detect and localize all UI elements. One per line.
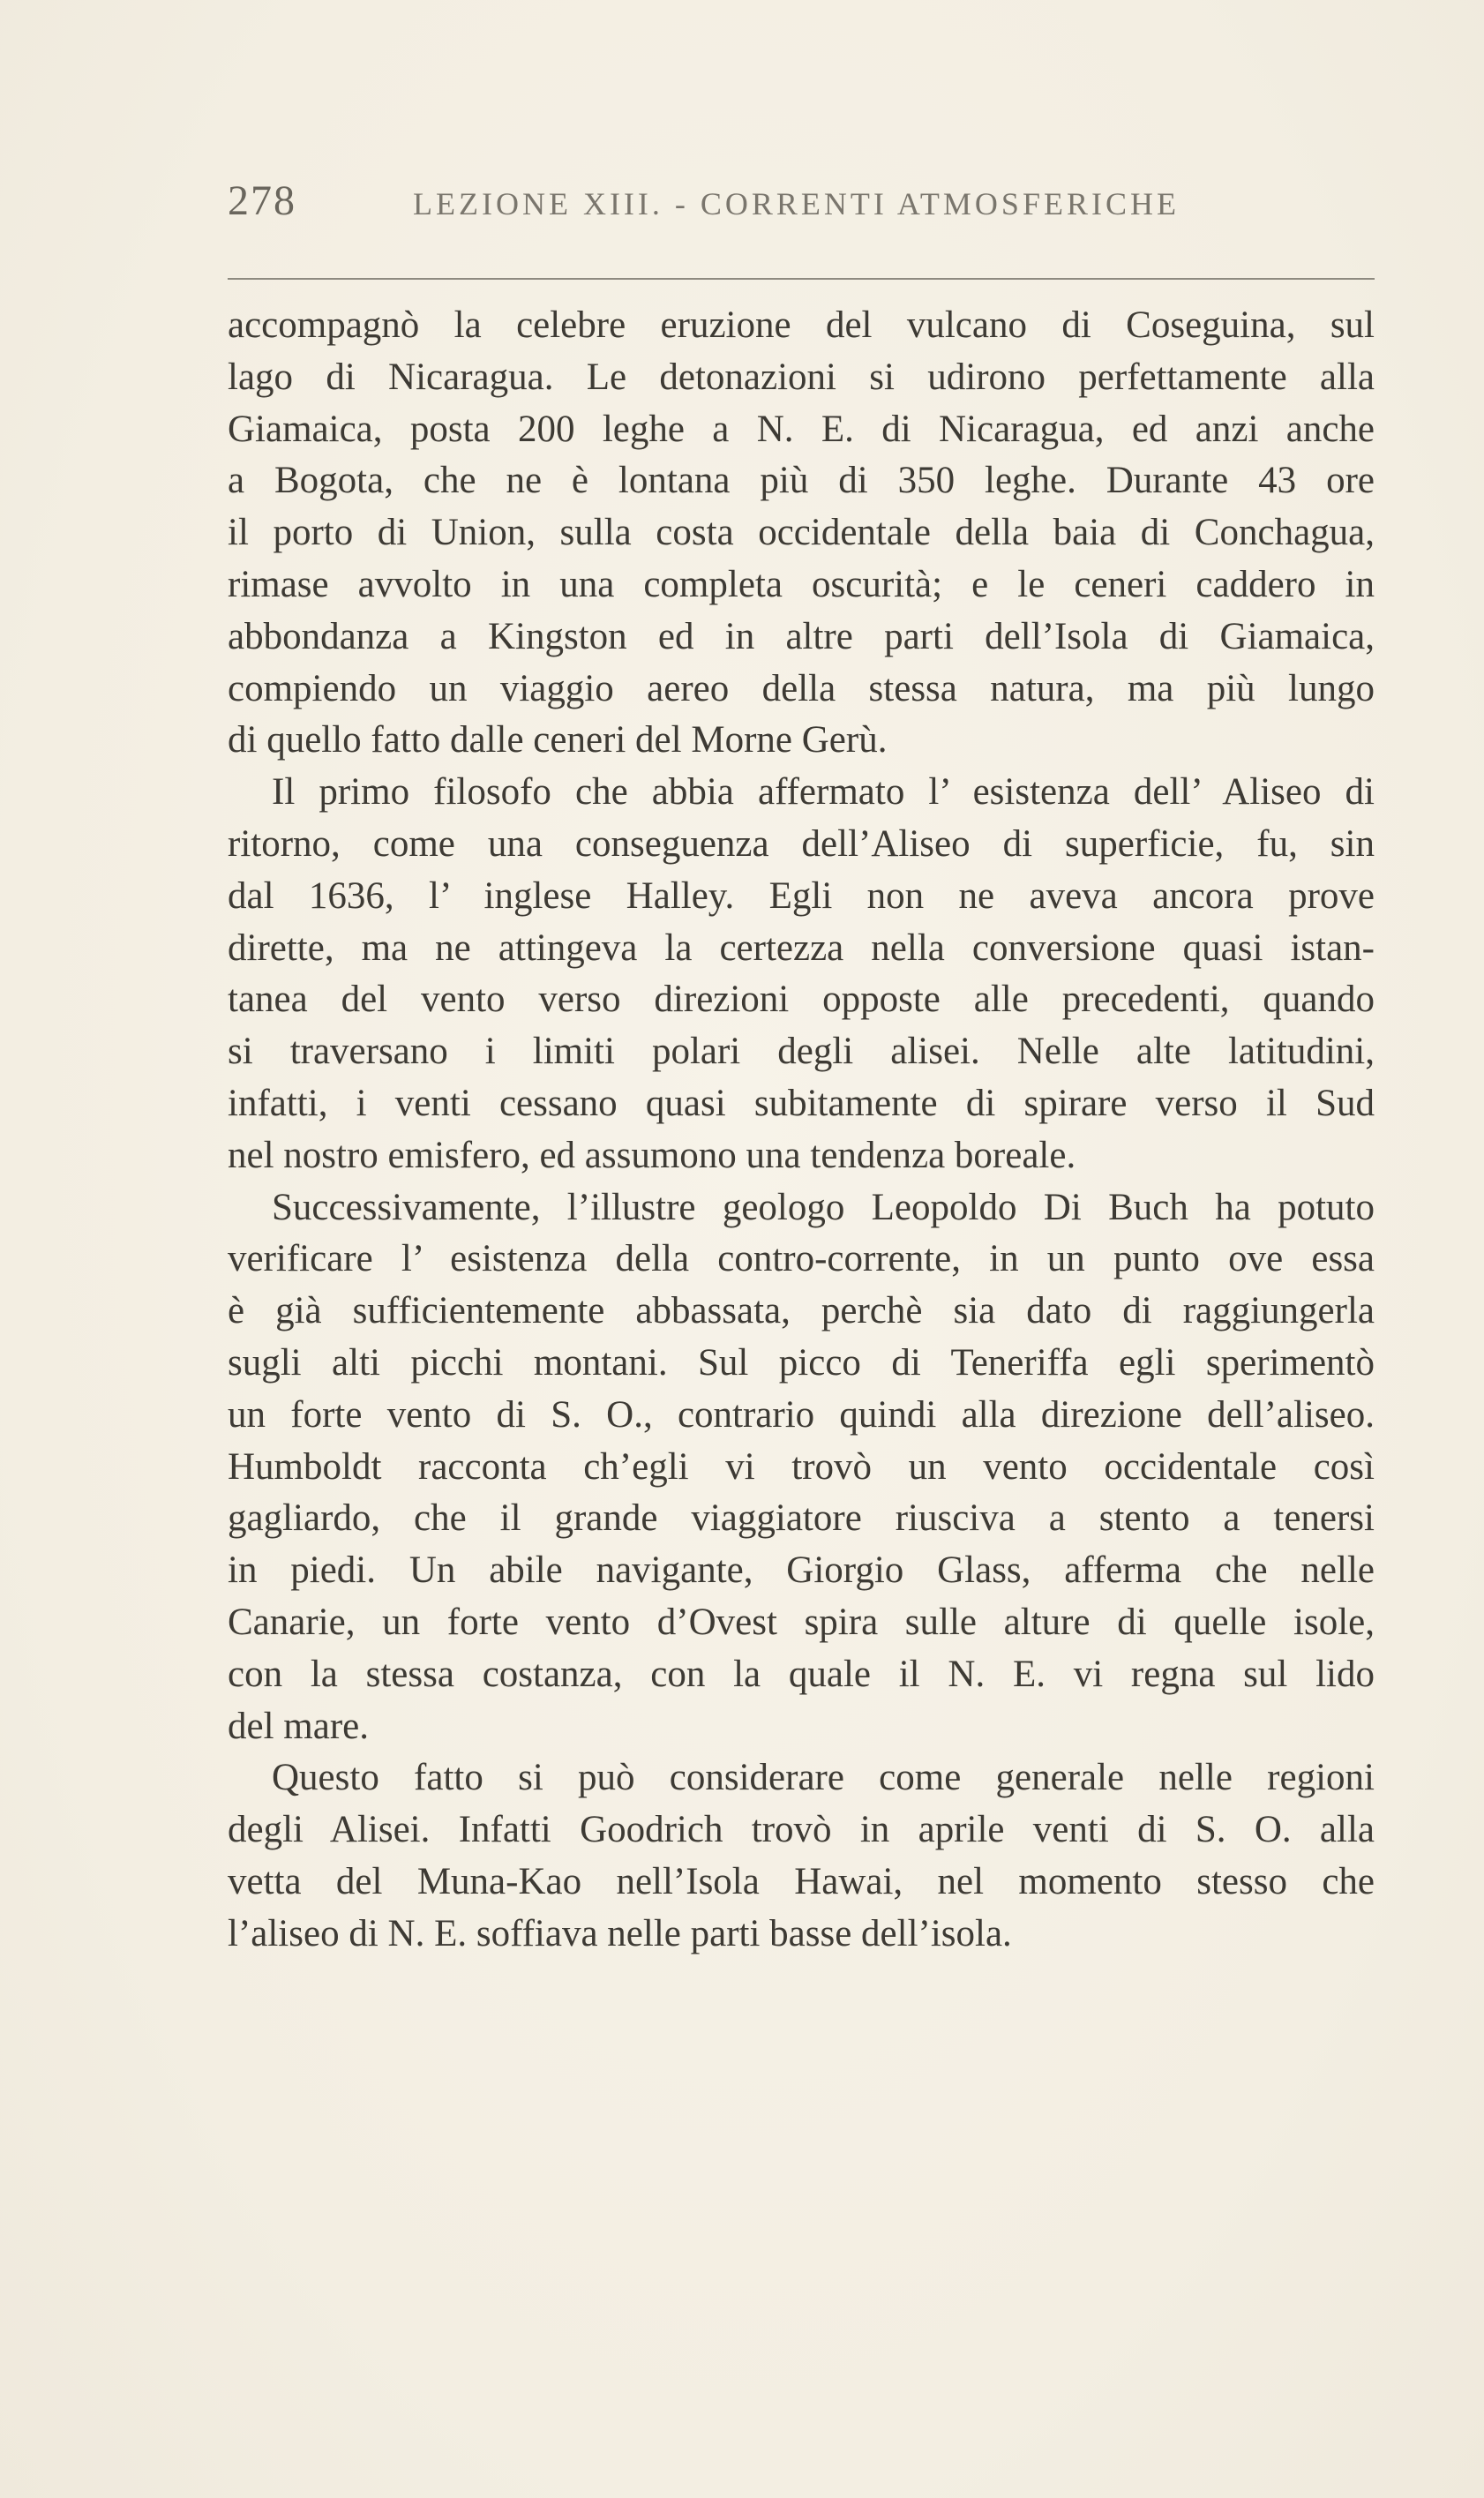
text-line: dirette, ma ne attingeva la certezza nella conversione quasi istan- bbox=[228, 926, 1375, 969]
text-line: di quello fatto dalle ceneri del Morne Gerù. bbox=[228, 719, 888, 761]
text-line: Il primo filosofo che abbia affermato l’ esistenza dell’ Aliseo di bbox=[272, 771, 1375, 814]
text-line: a Bogota, che ne è lontana più di 350 leghe. Durante 43 ore bbox=[228, 460, 1375, 502]
page-header bbox=[228, 176, 1375, 229]
text-line: il porto di Union, sulla costa occidentale della baia di Conchagua, bbox=[228, 512, 1375, 554]
text-line: vetta del Muna-Kao nell’Isola Hawai, nel momento stesso che bbox=[228, 1860, 1375, 1902]
text-line: un forte vento di S. O., contrario quindi alla direzione dell’aliseo. bbox=[228, 1393, 1375, 1436]
text-line: lago di Nicaragua. Le detonazioni si udirono perfettamente alla bbox=[228, 356, 1375, 398]
text-line: abbondanza a Kingston ed in altre parti dell’Isola di Giamaica, bbox=[228, 615, 1375, 657]
text-line: Humboldt racconta ch’egli vi trovò un vento occidentale così bbox=[228, 1445, 1375, 1488]
text-line: è già sufficientemente abbassata, perchè sia dato di raggiungerla bbox=[228, 1290, 1375, 1332]
text-line: tanea del vento verso direzioni opposte alle precedenti, quando bbox=[228, 979, 1375, 1021]
body-text bbox=[228, 300, 1375, 1961]
text-line: Successivamente, l’illustre geologo Leopoldo Di Buch ha potuto bbox=[272, 1186, 1375, 1228]
text-line: nel nostro emisfero, ed assumono una tendenza boreale. bbox=[228, 1134, 1076, 1176]
text-line: sugli alti picchi montani. Sul picco di Teneriffa egli sperimentò bbox=[228, 1341, 1375, 1384]
running-head: LEZIONE XIII. - CORRENTI ATMOSFERICHE bbox=[413, 186, 1180, 221]
text-line: dal 1636, l’ inglese Halley. Egli non ne aveva ancora prove bbox=[228, 874, 1375, 917]
header-rule bbox=[228, 278, 1375, 280]
text-line: con la stessa costanza, con la quale il N. E. vi regna sul lido bbox=[228, 1653, 1375, 1695]
text-line: si traversano i limiti polari degli alisei. Nelle alte latitudini, bbox=[228, 1031, 1375, 1073]
text-line: del mare. bbox=[228, 1705, 369, 1747]
text-line: Giamaica, posta 200 leghe a N. E. di Nicaragua, ed anzi anche bbox=[228, 408, 1375, 450]
page-number: 278 bbox=[228, 177, 296, 224]
text-line: ritorno, come una conseguenza dell’Aliseo di superficie, fu, sin bbox=[228, 822, 1375, 865]
text-line: rimase avvolto in una completa oscurità; e le ceneri caddero in bbox=[228, 563, 1375, 605]
text-line: Canarie, un forte vento d’Ovest spira sulle alture di quelle isole, bbox=[228, 1601, 1375, 1643]
text-line: Questo fatto si può considerare come generale nelle regioni bbox=[272, 1757, 1375, 1799]
text-line: gagliardo, che il grande viaggiatore riusciva a stento a tenersi bbox=[228, 1497, 1375, 1540]
text-line: infatti, i venti cessano quasi subitamente di spirare verso il Sud bbox=[228, 1082, 1375, 1124]
text-line: in piedi. Un abile navigante, Giorgio Glass, afferma che nelle bbox=[228, 1549, 1375, 1592]
text-line: accompagnò la celebre eruzione del vulcano di Coseguina, sul bbox=[228, 304, 1375, 346]
text-line: degli Alisei. Infatti Goodrich trovò in aprile venti di S. O. alla bbox=[228, 1809, 1375, 1851]
text-line: compiendo un viaggio aereo della stessa natura, ma più lungo bbox=[228, 667, 1375, 709]
text-line: verificare l’ esistenza della contro-corrente, in un punto ove essa bbox=[228, 1238, 1375, 1280]
text-line: l’aliseo di N. E. soffiava nelle parti basse dell’isola. bbox=[228, 1912, 1012, 1954]
